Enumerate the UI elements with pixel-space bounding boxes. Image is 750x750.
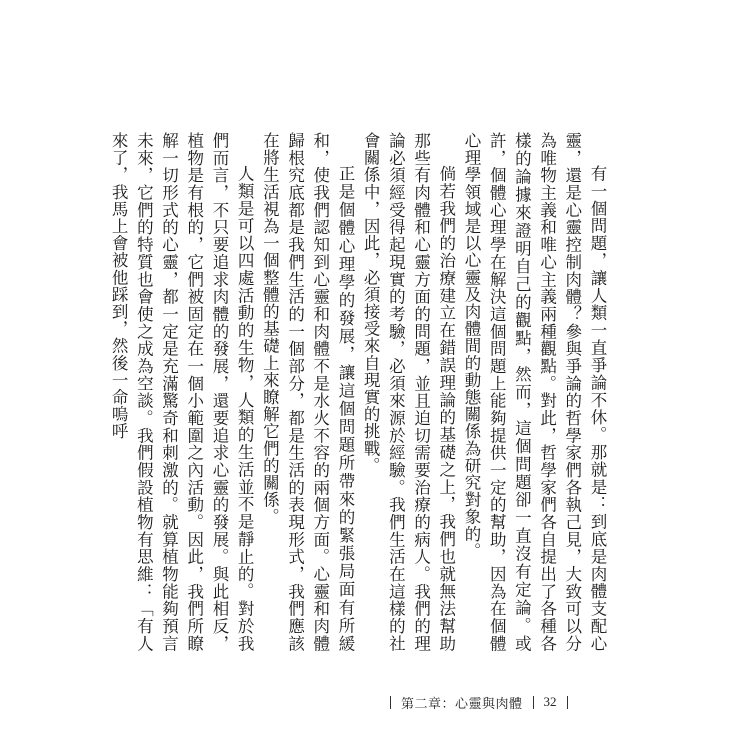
paragraph: 倘若我們的治療建立在錯誤理論的基礎之上，我們也就無法幫助那些有肉體和心靈方面的問題，並且迫切需要治療的病人。我們的理論必須經受得起現實的考驗，必須來源於經驗。我們生活在這樣的社會關係中，因此，必須接受來自現實的挑戰。 (361, 132, 456, 652)
running-footer (380, 692, 640, 712)
footer-divider (390, 696, 391, 709)
paragraph: 正是個體心理學的發展，讓這個問題所帶來的緊張局面有所緩和，使我們認知到心靈和肉體不是水火不容的兩個方面。心靈和肉體歸根究底都是我們生活的一個部分，都是生活的表現形式，我們應該在將生活視為一個整體的基礎上來瞭解它們的關係。 (260, 132, 355, 652)
page-number: 32 (543, 694, 557, 709)
main-text (109, 132, 610, 652)
chapter-title: 第二章：心靈與肉體 (401, 696, 523, 712)
footer-divider (567, 696, 568, 709)
paragraph: 有一個問題，讓人類一直爭論不休。那就是：到底是肉體支配心靈，還是心靈控制肉體？參與爭論的哲學家們各執己見，大致可以分為唯物主義和唯心主義兩種觀點。對此，哲學家們各自提出了各種各樣的論據來證明自己的觀點，然而，這個問題卻一直沒有定論。或許，個體心理學在解決這個問題上能夠提供一定的幫助，因為在個體心理學領域是以心靈及肉體間的動態關係為研究對象的。 (461, 132, 607, 652)
footer-divider (533, 696, 534, 709)
paragraph: 人類是可以四處活動的生物，人類的生活並不是靜止的。對於我們而言，不只要追求肉體的發展，還要追求心靈的發展。與此相反，植物是有根的，它們被固定在一個小範圍之內活動。因此，我們所瞭解一切形式的心靈，都一定是充滿驚奇和刺激的。就算植物能夠預言未來，它們的特質也會使之成為空談。我們假設植物有思維：「有人來了，我馬上會被他踩到，然後一命嗚呼 (109, 132, 255, 652)
